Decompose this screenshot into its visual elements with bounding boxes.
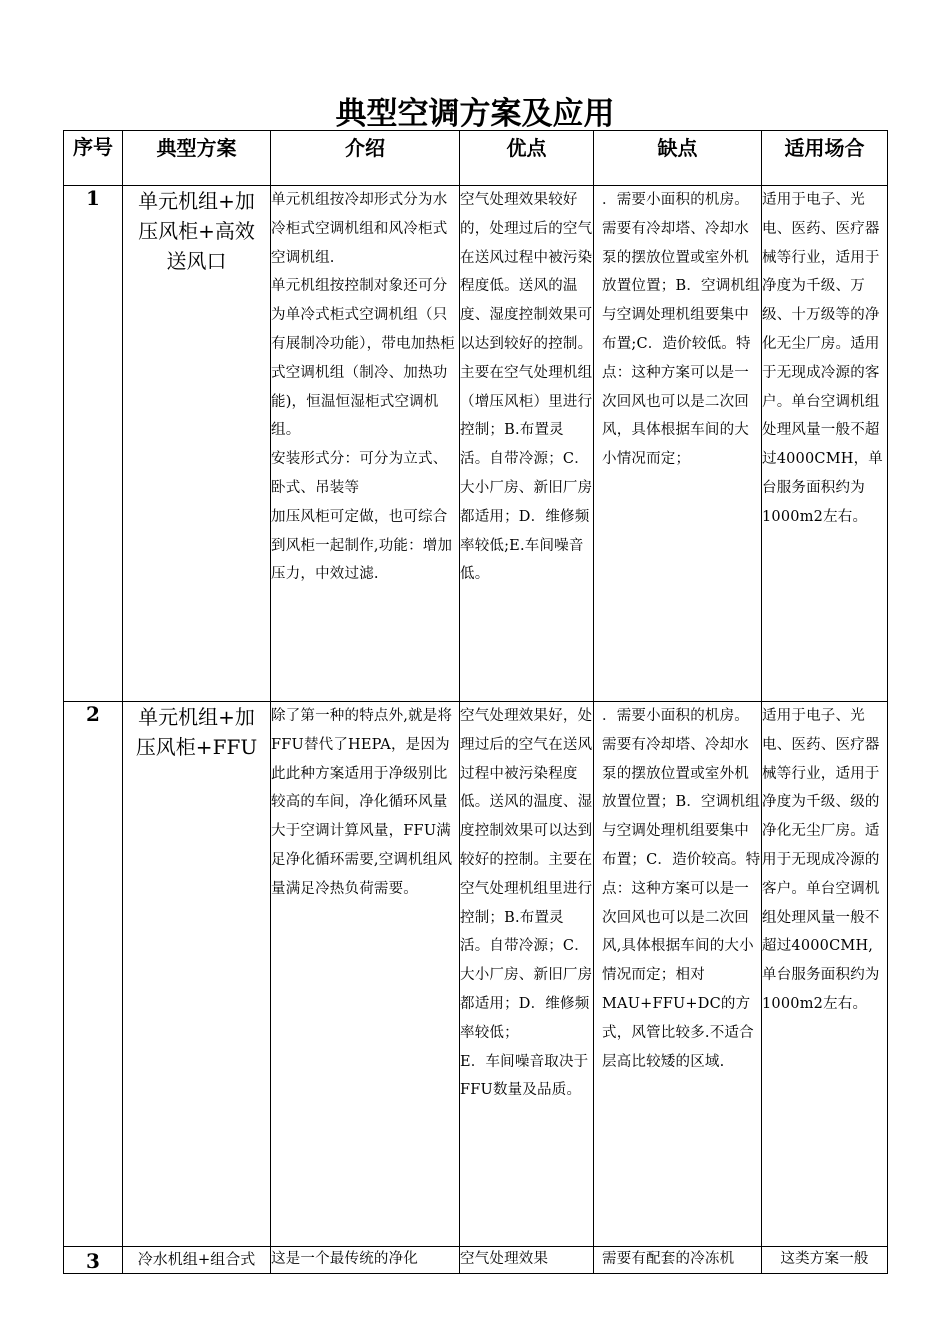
document-title: 典型空调方案及应用 — [335, 96, 615, 132]
header-scheme: 典型方案 — [123, 131, 271, 186]
row-pros: 空气处理效果 — [460, 1247, 594, 1274]
row-number: 1 — [64, 186, 123, 702]
row-usage: 适用于电子、光电、医药、医疗器械等行业，适用于净度为千级、级的净化无尘厂房。适用于无现成冷源的客户。单台空调机组处理风量一般不超过4000CMH,单台服务面积约为1000m2左右。 — [762, 702, 888, 1247]
intro-paragraph: 单元机组按控制对象还可分为单冷式柜式空调机组（只有展制冷功能），带电加热柜式空调机组（制冷、加热功能)，恒温恒湿柜式空调机组。 — [271, 278, 455, 439]
row-cons: ．需要小面积的机房。需要有冷却塔、冷却水泵的摆放位置或室外机放置位置；B．空调机组与空调处理机组要集中布置;C．造价较低。特点：这种方案可以是一次回风也可以是二次回风，具体根据车间的大小情况而定； — [594, 186, 762, 702]
header-intro: 介绍 — [271, 131, 460, 186]
table-header-row — [64, 131, 888, 186]
header-number: 序号 — [64, 131, 123, 186]
row-number: 2 — [64, 702, 123, 1247]
row-intro: 这是一个最传统的净化 — [271, 1247, 460, 1274]
intro-paragraph: 加压风柜可定做，也可综合到风柜一起制作,功能：增加压力，中效过滤. — [271, 508, 453, 583]
row-number: 3 — [64, 1247, 123, 1274]
pros-paragraph: 空气处理效果好，处理过后的空气在送风过程中被污染程度低。送风的温度、湿度控制效果可以达到较好的控制。主要在空气处理机组里进行控制；B.布置灵活。自带冷源；C．大小厂房、新旧厂房都适用；D．维修频率较低； — [460, 708, 593, 1041]
row-usage: 这类方案一般 — [762, 1247, 888, 1274]
row-intro — [271, 186, 460, 702]
row-intro: 除了第一种的特点外,就是将FFU替代了HEPA，是因为此此种方案适用于净级别比较高的车间，净化循环风量大于空调计算风量，FFU满足净化循环需要,空调机组风量满足冷热负荷需要。 — [271, 702, 460, 1247]
header-cons: 缺点 — [594, 131, 762, 186]
table-row — [64, 186, 888, 702]
row-cons: ．需要小面积的机房。需要有冷却塔、冷却水泵的摆放位置或室外机放置位置；B．空调机组与空调处理机组要集中布置；C．造价较高。特点：这种方案可以是一次回风也可以是二次回风,具体根据车间的大小情况而定；相对MAU+FFU+DC的方式，风管比较多.不适合层高比较矮的区域. — [594, 702, 762, 1247]
hvac-scheme-table — [63, 130, 888, 1274]
row-cons: 需要有配套的冷冻机 — [594, 1247, 762, 1274]
header-usage: 适用场合 — [762, 131, 888, 186]
row-pros: 空气处理效果较好的，处理过后的空气在送风过程中被污染程度低。送风的温度、湿度控制效果可以达到较好的控制。主要在空气处理机组（增压风柜）里进行控制；B.布置灵活。自带冷源；C．大小厂房、新旧厂房都适用；D．维修频率较低;E.车间噪音低。 — [460, 186, 594, 702]
table-row — [64, 702, 888, 1247]
intro-paragraph: 单元机组按冷却形式分为水冷柜式空调机组和风冷柜式空调机组. — [271, 192, 448, 266]
row-scheme: 单元机组+加压风柜+高效送风口 — [123, 186, 271, 702]
header-pros: 优点 — [460, 131, 594, 186]
row-pros — [460, 702, 594, 1247]
intro-paragraph: 安装形式分：可分为立式、卧式、吊装等 — [271, 451, 448, 496]
row-usage: 适用于电子、光电、医药、医疗器械等行业，适用于净度为千级、万级、十万级等的净化无尘厂房。适用于无现成冷源的客户。单台空调机组处理风量一般不超过4000CMH，单台服务面积约为1000m2左右。 — [762, 186, 888, 702]
pros-paragraph: E．车间噪音取决于FFU数量及品质。 — [460, 1053, 589, 1099]
row-scheme: 冷水机组+组合式 — [123, 1247, 271, 1274]
table-row — [64, 1247, 888, 1274]
row-scheme: 单元机组+加压风柜+FFU — [123, 702, 271, 1247]
